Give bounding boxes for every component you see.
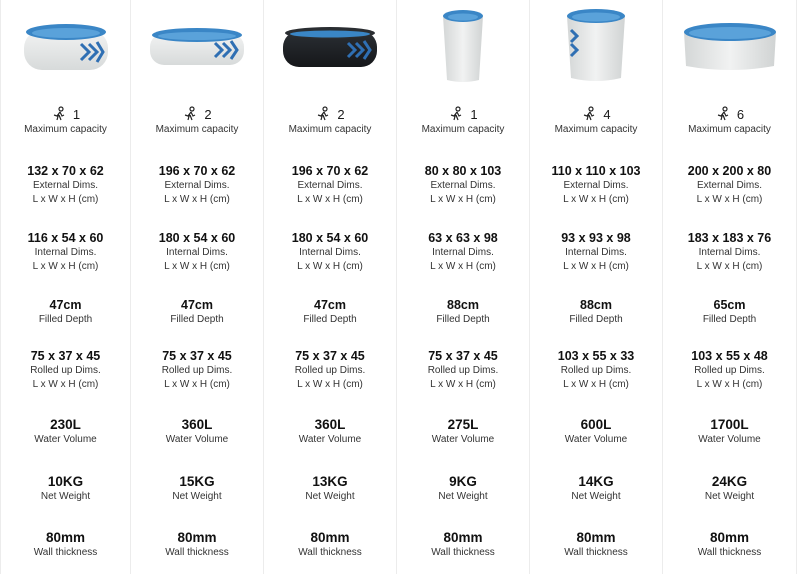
ice-bath-tub-icon: [147, 21, 247, 71]
water-volume-label: Water Volume: [34, 434, 97, 445]
filled-depth: [264, 297, 396, 327]
filled-depth-value: 47cm: [49, 298, 82, 312]
rolled-dims: [397, 348, 529, 392]
rolled-dims-unit: L x W x H (cm): [430, 379, 496, 390]
water-volume-label: Water Volume: [431, 434, 495, 445]
filled-depth-label: Filled Depth: [436, 314, 490, 325]
filled-depth: [1, 297, 130, 327]
capacity-label: Maximum capacity: [288, 124, 372, 135]
external-dims: [663, 163, 796, 207]
wall-thickness-value: 80mm: [709, 530, 750, 545]
net-weight: [264, 474, 396, 504]
external-dims-unit: L x W x H (cm): [297, 194, 363, 205]
net-weight-label: Net Weight: [438, 491, 488, 502]
rolled-dims-value: 103 x 55 x 33: [557, 349, 635, 363]
product-image: [131, 0, 263, 92]
external-dims: [264, 163, 396, 207]
wall-thickness-label: Wall thickness: [697, 547, 762, 558]
external-dims-value: 196 x 70 x 62: [158, 164, 236, 178]
product-column: [130, 0, 263, 574]
internal-dims-unit: L x W x H (cm): [430, 261, 496, 272]
person-icon: [182, 106, 198, 122]
capacity-value: 2: [337, 106, 345, 122]
wall-thickness-label: Wall thickness: [564, 547, 628, 558]
net-weight: [397, 474, 529, 504]
internal-dims-unit: L x W x H (cm): [696, 261, 763, 272]
product-image: [663, 0, 796, 92]
external-dims-label: External Dims.: [696, 180, 762, 191]
wall-thickness-label: Wall thickness: [431, 547, 495, 558]
water-volume: [530, 417, 662, 447]
product-column: [396, 0, 529, 574]
rolled-dims-label: Rolled up Dims.: [694, 365, 765, 376]
water-volume-value: 1700L: [710, 417, 749, 432]
rolled-dims-unit: L x W x H (cm): [164, 379, 230, 390]
ice-bath-tub-icon: [280, 21, 380, 71]
product-column: [0, 0, 130, 574]
person-icon: [581, 106, 597, 122]
capacity-value: 1: [72, 106, 81, 122]
water-volume-label: Water Volume: [165, 434, 229, 445]
external-dims-unit: L x W x H (cm): [563, 194, 629, 205]
person-icon: [448, 106, 464, 122]
net-weight: [131, 474, 263, 504]
water-volume-label: Water Volume: [564, 434, 628, 445]
external-dims-label: External Dims.: [164, 180, 230, 191]
capacity-label: Maximum capacity: [155, 124, 239, 135]
filled-depth-label: Filled Depth: [303, 314, 357, 325]
external-dims-label: External Dims.: [32, 180, 98, 191]
rolled-dims: [530, 348, 662, 392]
water-volume-value: 360L: [314, 417, 346, 432]
net-weight: [1, 474, 130, 504]
internal-dims: [397, 230, 529, 274]
internal-dims-label: Internal Dims.: [432, 247, 494, 258]
person-icon: [315, 106, 331, 122]
capacity-label: Maximum capacity: [24, 124, 107, 135]
wall-thickness: [264, 530, 396, 560]
ice-bath-tub-icon: [559, 6, 633, 86]
capacity-label: Maximum capacity: [554, 124, 638, 135]
rolled-dims-unit: L x W x H (cm): [696, 379, 763, 390]
net-weight-label: Net Weight: [40, 491, 91, 502]
internal-dims-value: 180 x 54 x 60: [291, 231, 369, 245]
internal-dims-label: Internal Dims.: [299, 247, 361, 258]
wall-thickness-label: Wall thickness: [33, 547, 98, 558]
product-image: [1, 0, 130, 92]
wall-thickness-value: 80mm: [443, 530, 483, 545]
external-dims-label: External Dims.: [563, 180, 629, 191]
wall-thickness-value: 80mm: [177, 530, 217, 545]
internal-dims: [530, 230, 662, 274]
ice-bath-tub-icon: [21, 16, 111, 76]
wall-thickness: [663, 530, 796, 560]
filled-depth-label: Filled Depth: [170, 314, 224, 325]
internal-dims: [1, 230, 130, 274]
filled-depth-label: Filled Depth: [702, 314, 757, 325]
rolled-dims: [264, 348, 396, 392]
wall-thickness: [397, 530, 529, 560]
external-dims-unit: L x W x H (cm): [32, 194, 99, 205]
water-volume: [397, 417, 529, 447]
net-weight-label: Net Weight: [704, 491, 755, 502]
filled-depth-label: Filled Depth: [569, 314, 623, 325]
product-image: [264, 0, 396, 92]
rolled-dims-label: Rolled up Dims.: [294, 365, 366, 376]
internal-dims-label: Internal Dims.: [565, 247, 627, 258]
capacity-label: Maximum capacity: [688, 124, 771, 135]
rolled-dims-value: 75 x 37 x 45: [295, 349, 365, 363]
internal-dims-unit: L x W x H (cm): [297, 261, 363, 272]
filled-depth: [530, 297, 662, 327]
internal-dims-unit: L x W x H (cm): [164, 261, 230, 272]
water-volume: [264, 417, 396, 447]
water-volume-value: 230L: [50, 417, 81, 432]
external-dims: [397, 163, 529, 207]
filled-depth-value: 88cm: [447, 298, 479, 312]
external-dims-value: 110 x 110 x 103: [551, 164, 641, 178]
wall-thickness-value: 80mm: [45, 530, 86, 545]
internal-dims-value: 180 x 54 x 60: [158, 231, 236, 245]
water-volume: [131, 417, 263, 447]
external-dims-value: 80 x 80 x 103: [424, 164, 502, 178]
net-weight-value: 10KG: [47, 474, 84, 489]
ice-bath-tub-icon: [433, 6, 493, 86]
capacity-value: 6: [736, 106, 745, 122]
water-volume: [1, 417, 130, 447]
product-image: [530, 0, 662, 92]
internal-dims-value: 116 x 54 x 60: [27, 231, 104, 245]
wall-thickness-label: Wall thickness: [298, 547, 362, 558]
product-column: [263, 0, 396, 574]
rolled-dims-value: 75 x 37 x 45: [30, 349, 101, 363]
net-weight-value: 9KG: [449, 474, 477, 489]
external-dims-unit: L x W x H (cm): [430, 194, 496, 205]
internal-dims: [663, 230, 796, 274]
water-volume: [663, 417, 796, 447]
capacity-value: 1: [470, 106, 478, 122]
ice-bath-tub-icon: [680, 16, 780, 76]
net-weight-value: 14KG: [578, 474, 614, 489]
rolled-dims: [1, 348, 130, 392]
filled-depth-value: 65cm: [713, 298, 746, 312]
rolled-dims-label: Rolled up Dims.: [560, 365, 632, 376]
capacity-value: 2: [204, 106, 212, 122]
person-icon: [51, 106, 67, 122]
net-weight-value: 15KG: [179, 474, 215, 489]
filled-depth: [131, 297, 263, 327]
rolled-dims: [131, 348, 263, 392]
water-volume-value: 275L: [447, 417, 479, 432]
external-dims-value: 132 x 70 x 62: [27, 164, 104, 178]
external-dims-label: External Dims.: [430, 180, 496, 191]
rolled-dims: [663, 348, 796, 392]
internal-dims-unit: L x W x H (cm): [563, 261, 629, 272]
product-image: [397, 0, 529, 92]
wall-thickness: [530, 530, 662, 560]
external-dims: [131, 163, 263, 207]
capacity-value: 4: [603, 106, 611, 122]
external-dims-unit: L x W x H (cm): [696, 194, 763, 205]
external-dims-value: 196 x 70 x 62: [291, 164, 369, 178]
net-weight: [530, 474, 662, 504]
wall-thickness-label: Wall thickness: [165, 547, 229, 558]
external-dims-label: External Dims.: [297, 180, 363, 191]
internal-dims-value: 63 x 63 x 98: [428, 231, 498, 245]
net-weight-label: Net Weight: [571, 491, 621, 502]
rolled-dims-label: Rolled up Dims.: [427, 365, 499, 376]
net-weight: [663, 474, 796, 504]
rolled-dims-unit: L x W x H (cm): [297, 379, 363, 390]
filled-depth-value: 88cm: [580, 298, 612, 312]
rolled-dims-unit: L x W x H (cm): [32, 379, 99, 390]
wall-thickness: [1, 530, 130, 560]
product-column: [529, 0, 662, 574]
internal-dims-label: Internal Dims.: [166, 247, 228, 258]
wall-thickness-value: 80mm: [310, 530, 350, 545]
internal-dims-label: Internal Dims.: [698, 247, 761, 258]
external-dims-value: 200 x 200 x 80: [687, 164, 772, 178]
net-weight-label: Net Weight: [172, 491, 222, 502]
internal-dims: [131, 230, 263, 274]
external-dims: [1, 163, 130, 207]
product-column: [662, 0, 797, 574]
filled-depth: [663, 297, 796, 327]
wall-thickness: [131, 530, 263, 560]
rolled-dims-label: Rolled up Dims.: [161, 365, 233, 376]
net-weight-value: 13KG: [312, 474, 348, 489]
external-dims: [530, 163, 662, 207]
internal-dims-value: 93 x 93 x 98: [561, 231, 631, 245]
internal-dims: [264, 230, 396, 274]
net-weight-value: 24KG: [711, 474, 748, 489]
rolled-dims-label: Rolled up Dims.: [30, 365, 101, 376]
water-volume-value: 360L: [181, 417, 213, 432]
internal-dims-label: Internal Dims.: [34, 247, 97, 258]
filled-depth-value: 47cm: [314, 298, 346, 312]
rolled-dims-value: 103 x 55 x 48: [691, 349, 768, 363]
water-volume-label: Water Volume: [298, 434, 362, 445]
internal-dims-unit: L x W x H (cm): [32, 261, 99, 272]
water-volume-label: Water Volume: [698, 434, 761, 445]
person-icon: [715, 106, 731, 122]
filled-depth-value: 47cm: [181, 298, 213, 312]
internal-dims-value: 183 x 183 x 76: [687, 231, 772, 245]
rolled-dims-unit: L x W x H (cm): [563, 379, 629, 390]
water-volume-value: 600L: [580, 417, 612, 432]
filled-depth: [397, 297, 529, 327]
filled-depth-label: Filled Depth: [38, 314, 93, 325]
external-dims-unit: L x W x H (cm): [164, 194, 230, 205]
net-weight-label: Net Weight: [305, 491, 355, 502]
wall-thickness-value: 80mm: [576, 530, 616, 545]
capacity-label: Maximum capacity: [421, 124, 505, 135]
rolled-dims-value: 75 x 37 x 45: [428, 349, 498, 363]
rolled-dims-value: 75 x 37 x 45: [162, 349, 232, 363]
